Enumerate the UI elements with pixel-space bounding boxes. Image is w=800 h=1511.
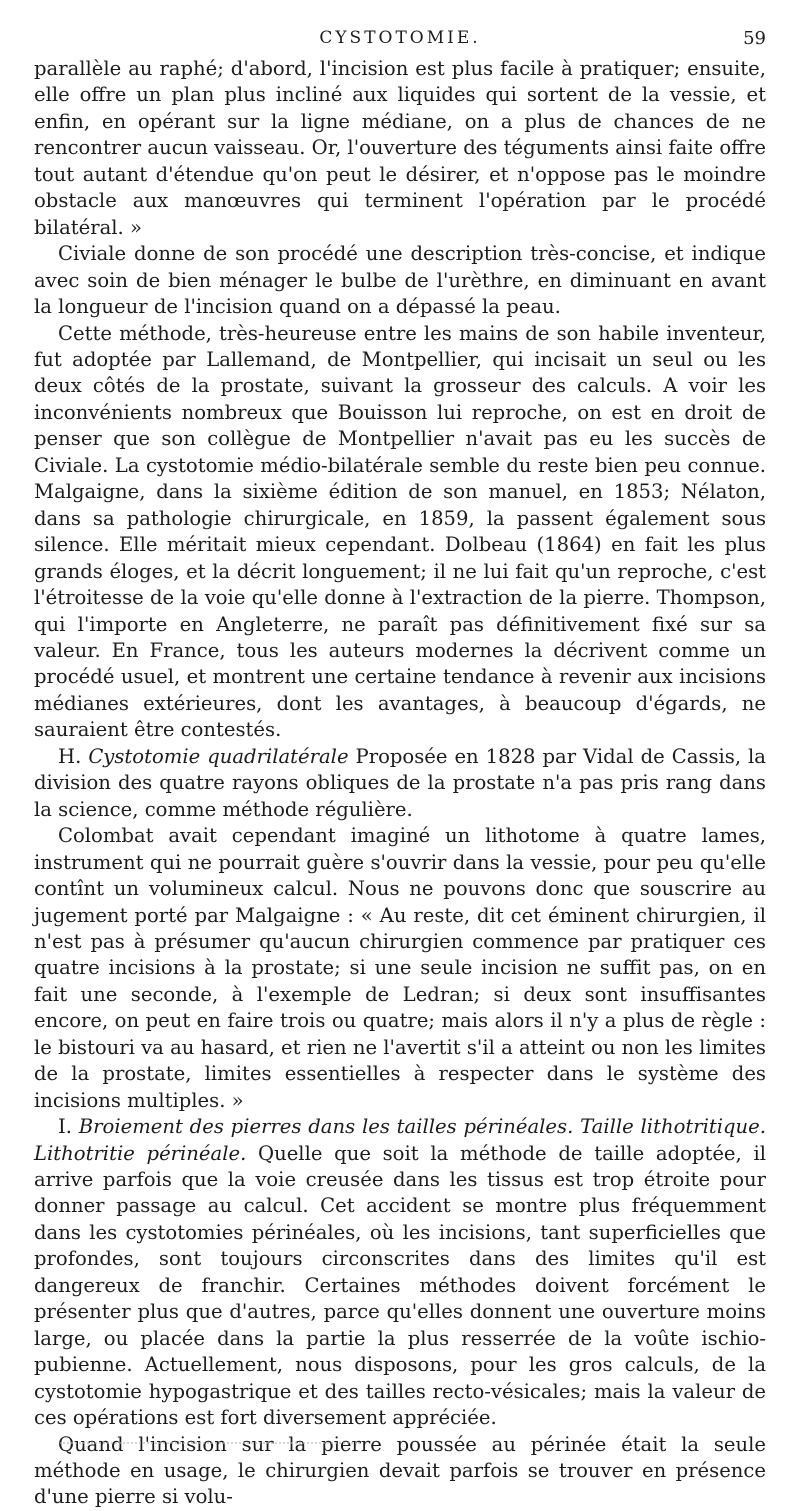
paragraph-continuation: parallèle au raphé; d'abord, l'incision est plus facile à pratiquer; ensuite, elle offre un plan plus incliné aux liquides qui sortent de la vessie, et enfin, en opérant sur la ligne médiane, on a plus de chances de ne rencontrer aucun vaisseau. Or, l'ouverture des téguments ainsi faite offre tout autant d'étendue qu'on peut le désirer, et n'oppose pas le moindre obstacle aux manœuvres qui terminent l'opération par le procédé bilatéral. » bbox=[34, 57, 766, 239]
paragraph-colombat: Colombat avait cependant imaginé un lithotome à quatre lames, instrument qui ne pourrait guère s'ouvrir dans la vessie, pour peu qu'elle contînt un volumineux calcul. Nous ne pouvons donc que souscrire au jugement porté par Malgaigne : « Au reste, dit cet éminent chirurgien, il n'est pas à présumer qu'aucun chirurgien commence par pratiquer ces quatre incisions à la prostate; si une seule incision ne suffit pas, on en fait une seconde, à l'exemple de Ledran; si deux sont insuffisantes encore, on peut en faire trois ou quatre; mais alors il n'y a plus de règle : le bistouri va au hasard, et rien ne l'avertit s'il a atteint ou non les limites de la prostate, limites essentielles à respecter dans le système des incisions multiples. » bbox=[34, 824, 766, 1112]
paragraph-quand: Quand l'incision sur la pierre poussée au périnée était la seule méthode en usage, le chirurgien devait parfois se trouver en présence d'une pierre si volu- bbox=[34, 1432, 766, 1509]
paragraph-civiale: Civiale donne de son procédé une description très-concise, et indique avec soin de bien ménager le bulbe de l'urèthre, en diminuant en avant la longueur de l'incision quand on a dépassé la peau. bbox=[34, 242, 766, 319]
section-i bbox=[34, 1114, 766, 1431]
section-h-title: Cystotomie quadrilatérale bbox=[88, 744, 349, 768]
page-body bbox=[34, 56, 766, 1511]
running-title: CYSTOTOMIE. bbox=[319, 28, 481, 48]
page-number: 59 bbox=[743, 28, 766, 49]
section-h bbox=[34, 744, 766, 823]
section-i-label: I. bbox=[58, 1115, 72, 1139]
scan-noise bbox=[60, 1442, 360, 1446]
section-i-text: Quelle que soit la méthode de taille adoptée, il arrive parfois que la voie creusée dans les tissus est trop étroite pour donner passage au calcul. Cet accident se montre plus fréquemment dans les cystotomies périnéales, où les incisions, tant superficielles que profondes, sont toujours circonscrites dans des limites qu'il est dangereux de franchir. Certaines méthodes doivent forcément le présenter plus que d'autres, parce qu'elles donnent une ouverture moins large, ou placée dans la partie la plus resserrée de la voûte ischio-pubienne. Actuellement, nous disposons, pour les gros calculs, de la cystotomie hypogastrique et des tailles recto-vésicales; mais la valeur de ces opérations est fort diversement appréciée. bbox=[34, 1141, 766, 1430]
section-h-text: Proposée en 1828 par Vidal de Cassis, la division des quatre rayons obliques de la prostate n'a pas pris rang dans la science, comme méthode régulière. bbox=[34, 744, 766, 821]
paragraph-methode: Cette méthode, très-heureuse entre les mains de son habile inventeur, fut adoptée par Lallemand, de Montpellier, qui incisait un seul ou les deux côtés de la prostate, suivant la grosseur des calculs. A voir les inconvénients nombreux que Bouisson lui reproche, on est en droit de penser que son collègue de Montpellier n'avait pas eu les succès de Civiale. La cystotomie médio-bilatérale semble du reste bien peu connue. Malgaigne, dans la sixième édition de son manuel, en 1853; Nélaton, dans sa pathologie chirurgicale, en 1859, la passent également sous silence. Elle méritait mieux cependant. Dolbeau (1864) en fait les plus grands éloges, et la décrit longuement; il ne lui fait qu'un reproche, c'est l'étroitesse de la voie qu'elle donne à l'extraction de la pierre. Thompson, qui l'importe en Angleterre, ne paraît pas définitivement fixé sur sa valeur. En France, tous les auteurs modernes la décrivent comme un procédé usuel, et montrent une certaine tendance à revenir aux incisions médianes extérieures, dont les avantages, à beaucoup d'égards, ne sauraient être contestés. bbox=[34, 321, 766, 742]
page-header bbox=[34, 28, 766, 56]
section-h-label: H. bbox=[58, 744, 82, 768]
section-i-title: Broiement des pierres dans les tailles périnéales. Taille lithotritique. Lithotritie périnéale. bbox=[34, 1115, 766, 1165]
